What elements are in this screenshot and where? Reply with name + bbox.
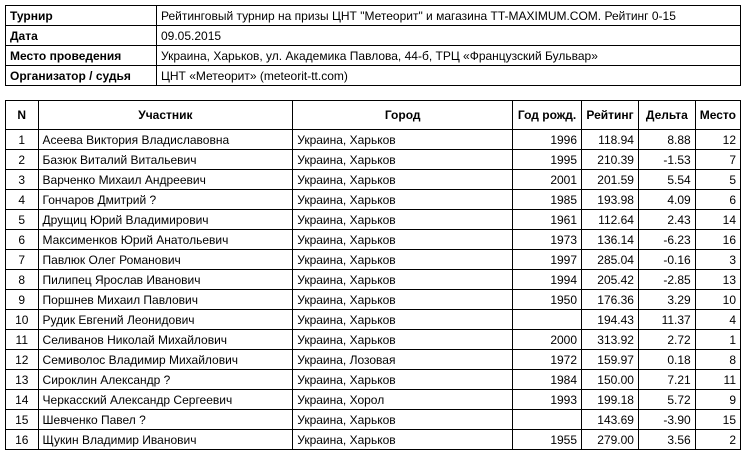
cell-num: 13 bbox=[6, 370, 39, 390]
date-label: Дата bbox=[6, 26, 157, 46]
cell-year: 1973 bbox=[513, 230, 582, 250]
cell-city: Украина, Харьков bbox=[293, 170, 513, 190]
table-row bbox=[6, 230, 741, 250]
cell-num: 3 bbox=[6, 170, 39, 190]
cell-delta: -6.23 bbox=[638, 230, 695, 250]
info-row-date bbox=[6, 26, 741, 46]
cell-delta: 11.37 bbox=[638, 310, 695, 330]
cell-year: 1993 bbox=[513, 390, 582, 410]
cell-city: Украина, Харьков bbox=[293, 210, 513, 230]
cell-place: 1 bbox=[695, 330, 740, 350]
cell-year: 1955 bbox=[513, 430, 582, 450]
cell-name: Черкасский Александр Сергеевич bbox=[38, 390, 293, 410]
cell-year: 1950 bbox=[513, 290, 582, 310]
cell-rating: 279.00 bbox=[582, 430, 639, 450]
table-row bbox=[6, 130, 741, 150]
cell-place: 2 bbox=[695, 430, 740, 450]
cell-place: 3 bbox=[695, 250, 740, 270]
cell-place: 5 bbox=[695, 170, 740, 190]
cell-name: Гончаров Дмитрий ? bbox=[38, 190, 293, 210]
cell-year bbox=[513, 310, 582, 330]
cell-delta: 3.29 bbox=[638, 290, 695, 310]
organizer-value: ЦНТ «Метеорит» (meteorit-tt.com) bbox=[157, 66, 741, 86]
cell-rating: 194.43 bbox=[582, 310, 639, 330]
cell-delta: 2.43 bbox=[638, 210, 695, 230]
cell-city: Украина, Харьков bbox=[293, 230, 513, 250]
tournament-value: Рейтинговый турнир на призы ЦНТ "Метеорит" и магазина TT-MAXIMUM.COM. Рейтинг 0-15 bbox=[157, 6, 741, 26]
cell-year: 1994 bbox=[513, 270, 582, 290]
cell-place: 4 bbox=[695, 310, 740, 330]
cell-place: 6 bbox=[695, 190, 740, 210]
results-header-row bbox=[6, 101, 741, 130]
cell-place: 11 bbox=[695, 370, 740, 390]
tournament-label: Турнир bbox=[6, 6, 157, 26]
cell-city: Украина, Харьков bbox=[293, 270, 513, 290]
cell-num: 15 bbox=[6, 410, 39, 430]
tournament-info-table bbox=[5, 5, 741, 86]
cell-name: Сироклин Александр ? bbox=[38, 370, 293, 390]
cell-name: Базюк Виталий Витальевич bbox=[38, 150, 293, 170]
table-row bbox=[6, 330, 741, 350]
cell-place: 10 bbox=[695, 290, 740, 310]
cell-delta: 7.21 bbox=[638, 370, 695, 390]
cell-rating: 176.36 bbox=[582, 290, 639, 310]
cell-delta: 3.56 bbox=[638, 430, 695, 450]
cell-delta: -3.90 bbox=[638, 410, 695, 430]
cell-year: 2001 bbox=[513, 170, 582, 190]
cell-num: 9 bbox=[6, 290, 39, 310]
cell-rating: 159.97 bbox=[582, 350, 639, 370]
cell-year: 1984 bbox=[513, 370, 582, 390]
table-row bbox=[6, 210, 741, 230]
header-place: Место bbox=[695, 101, 740, 130]
cell-num: 11 bbox=[6, 330, 39, 350]
cell-city: Украина, Харьков bbox=[293, 190, 513, 210]
cell-city: Украина, Харьков bbox=[293, 430, 513, 450]
cell-num: 8 bbox=[6, 270, 39, 290]
cell-name: Семиволос Владимир Михайлович bbox=[38, 350, 293, 370]
header-rating: Рейтинг bbox=[582, 101, 639, 130]
cell-rating: 210.39 bbox=[582, 150, 639, 170]
cell-rating: 313.92 bbox=[582, 330, 639, 350]
header-num: N bbox=[6, 101, 39, 130]
cell-delta: 5.72 bbox=[638, 390, 695, 410]
cell-name: Павлюк Олег Романович bbox=[38, 250, 293, 270]
cell-year: 1995 bbox=[513, 150, 582, 170]
info-row-organizer bbox=[6, 66, 741, 86]
cell-place: 9 bbox=[695, 390, 740, 410]
cell-delta: -2.85 bbox=[638, 270, 695, 290]
header-year: Год рожд. bbox=[513, 101, 582, 130]
table-row bbox=[6, 310, 741, 330]
cell-place: 7 bbox=[695, 150, 740, 170]
cell-city: Украина, Хорол bbox=[293, 390, 513, 410]
cell-city: Украина, Харьков bbox=[293, 330, 513, 350]
cell-name: Пилипец Ярослав Иванович bbox=[38, 270, 293, 290]
cell-rating: 205.42 bbox=[582, 270, 639, 290]
cell-city: Украина, Харьков bbox=[293, 310, 513, 330]
cell-delta: 8.88 bbox=[638, 130, 695, 150]
cell-name: Асеева Виктория Владиславовна bbox=[38, 130, 293, 150]
table-row bbox=[6, 350, 741, 370]
cell-delta: 2.72 bbox=[638, 330, 695, 350]
cell-rating: 201.59 bbox=[582, 170, 639, 190]
cell-delta: -0.16 bbox=[638, 250, 695, 270]
cell-num: 16 bbox=[6, 430, 39, 450]
cell-name: Селиванов Николай Михайлович bbox=[38, 330, 293, 350]
cell-year: 1985 bbox=[513, 190, 582, 210]
cell-city: Украина, Харьков bbox=[293, 250, 513, 270]
info-row-venue bbox=[6, 46, 741, 66]
table-row bbox=[6, 370, 741, 390]
cell-name: Щукин Владимир Иванович bbox=[38, 430, 293, 450]
cell-num: 14 bbox=[6, 390, 39, 410]
cell-delta: 4.09 bbox=[638, 190, 695, 210]
organizer-label: Организатор / судья bbox=[6, 66, 157, 86]
cell-rating: 112.64 bbox=[582, 210, 639, 230]
cell-city: Украина, Харьков bbox=[293, 290, 513, 310]
table-row bbox=[6, 150, 741, 170]
table-row bbox=[6, 430, 741, 450]
cell-rating: 199.18 bbox=[582, 390, 639, 410]
date-value: 09.05.2015 bbox=[157, 26, 741, 46]
cell-place: 8 bbox=[695, 350, 740, 370]
cell-city: Украина, Лозовая bbox=[293, 350, 513, 370]
venue-value: Украина, Харьков, ул. Академика Павлова, 44-б, ТРЦ «Французский Бульвар» bbox=[157, 46, 741, 66]
header-name: Участник bbox=[38, 101, 293, 130]
cell-rating: 193.98 bbox=[582, 190, 639, 210]
cell-rating: 143.69 bbox=[582, 410, 639, 430]
cell-rating: 285.04 bbox=[582, 250, 639, 270]
table-row bbox=[6, 390, 741, 410]
header-city: Город bbox=[293, 101, 513, 130]
cell-place: 16 bbox=[695, 230, 740, 250]
cell-name: Шевченко Павел ? bbox=[38, 410, 293, 430]
cell-year: 2000 bbox=[513, 330, 582, 350]
cell-city: Украина, Харьков bbox=[293, 130, 513, 150]
cell-rating: 150.00 bbox=[582, 370, 639, 390]
cell-city: Украина, Харьков bbox=[293, 150, 513, 170]
cell-year: 1996 bbox=[513, 130, 582, 150]
table-row bbox=[6, 270, 741, 290]
cell-rating: 136.14 bbox=[582, 230, 639, 250]
cell-year bbox=[513, 410, 582, 430]
cell-delta: 0.18 bbox=[638, 350, 695, 370]
info-row-tournament bbox=[6, 6, 741, 26]
cell-num: 6 bbox=[6, 230, 39, 250]
cell-place: 14 bbox=[695, 210, 740, 230]
cell-city: Украина, Харьков bbox=[293, 410, 513, 430]
cell-place: 13 bbox=[695, 270, 740, 290]
cell-num: 4 bbox=[6, 190, 39, 210]
cell-num: 10 bbox=[6, 310, 39, 330]
cell-place: 15 bbox=[695, 410, 740, 430]
cell-num: 5 bbox=[6, 210, 39, 230]
cell-year: 1997 bbox=[513, 250, 582, 270]
cell-delta: 5.54 bbox=[638, 170, 695, 190]
cell-name: Максименков Юрий Анатольевич bbox=[38, 230, 293, 250]
cell-year: 1961 bbox=[513, 210, 582, 230]
table-row bbox=[6, 250, 741, 270]
cell-name: Варченко Михаил Андреевич bbox=[38, 170, 293, 190]
cell-num: 12 bbox=[6, 350, 39, 370]
cell-name: Рудик Евгений Леонидович bbox=[38, 310, 293, 330]
table-row bbox=[6, 170, 741, 190]
venue-label: Место проведения bbox=[6, 46, 157, 66]
results-body bbox=[6, 130, 741, 450]
table-row bbox=[6, 190, 741, 210]
cell-num: 7 bbox=[6, 250, 39, 270]
header-delta: Дельта bbox=[638, 101, 695, 130]
cell-num: 2 bbox=[6, 150, 39, 170]
cell-num: 1 bbox=[6, 130, 39, 150]
cell-name: Друщиц Юрий Владимирович bbox=[38, 210, 293, 230]
cell-city: Украина, Харьков bbox=[293, 370, 513, 390]
table-row bbox=[6, 290, 741, 310]
results-table bbox=[5, 100, 741, 450]
cell-place: 12 bbox=[695, 130, 740, 150]
table-row bbox=[6, 410, 741, 430]
cell-delta: -1.53 bbox=[638, 150, 695, 170]
cell-rating: 118.94 bbox=[582, 130, 639, 150]
cell-year: 1972 bbox=[513, 350, 582, 370]
cell-name: Поршнев Михаил Павлович bbox=[38, 290, 293, 310]
